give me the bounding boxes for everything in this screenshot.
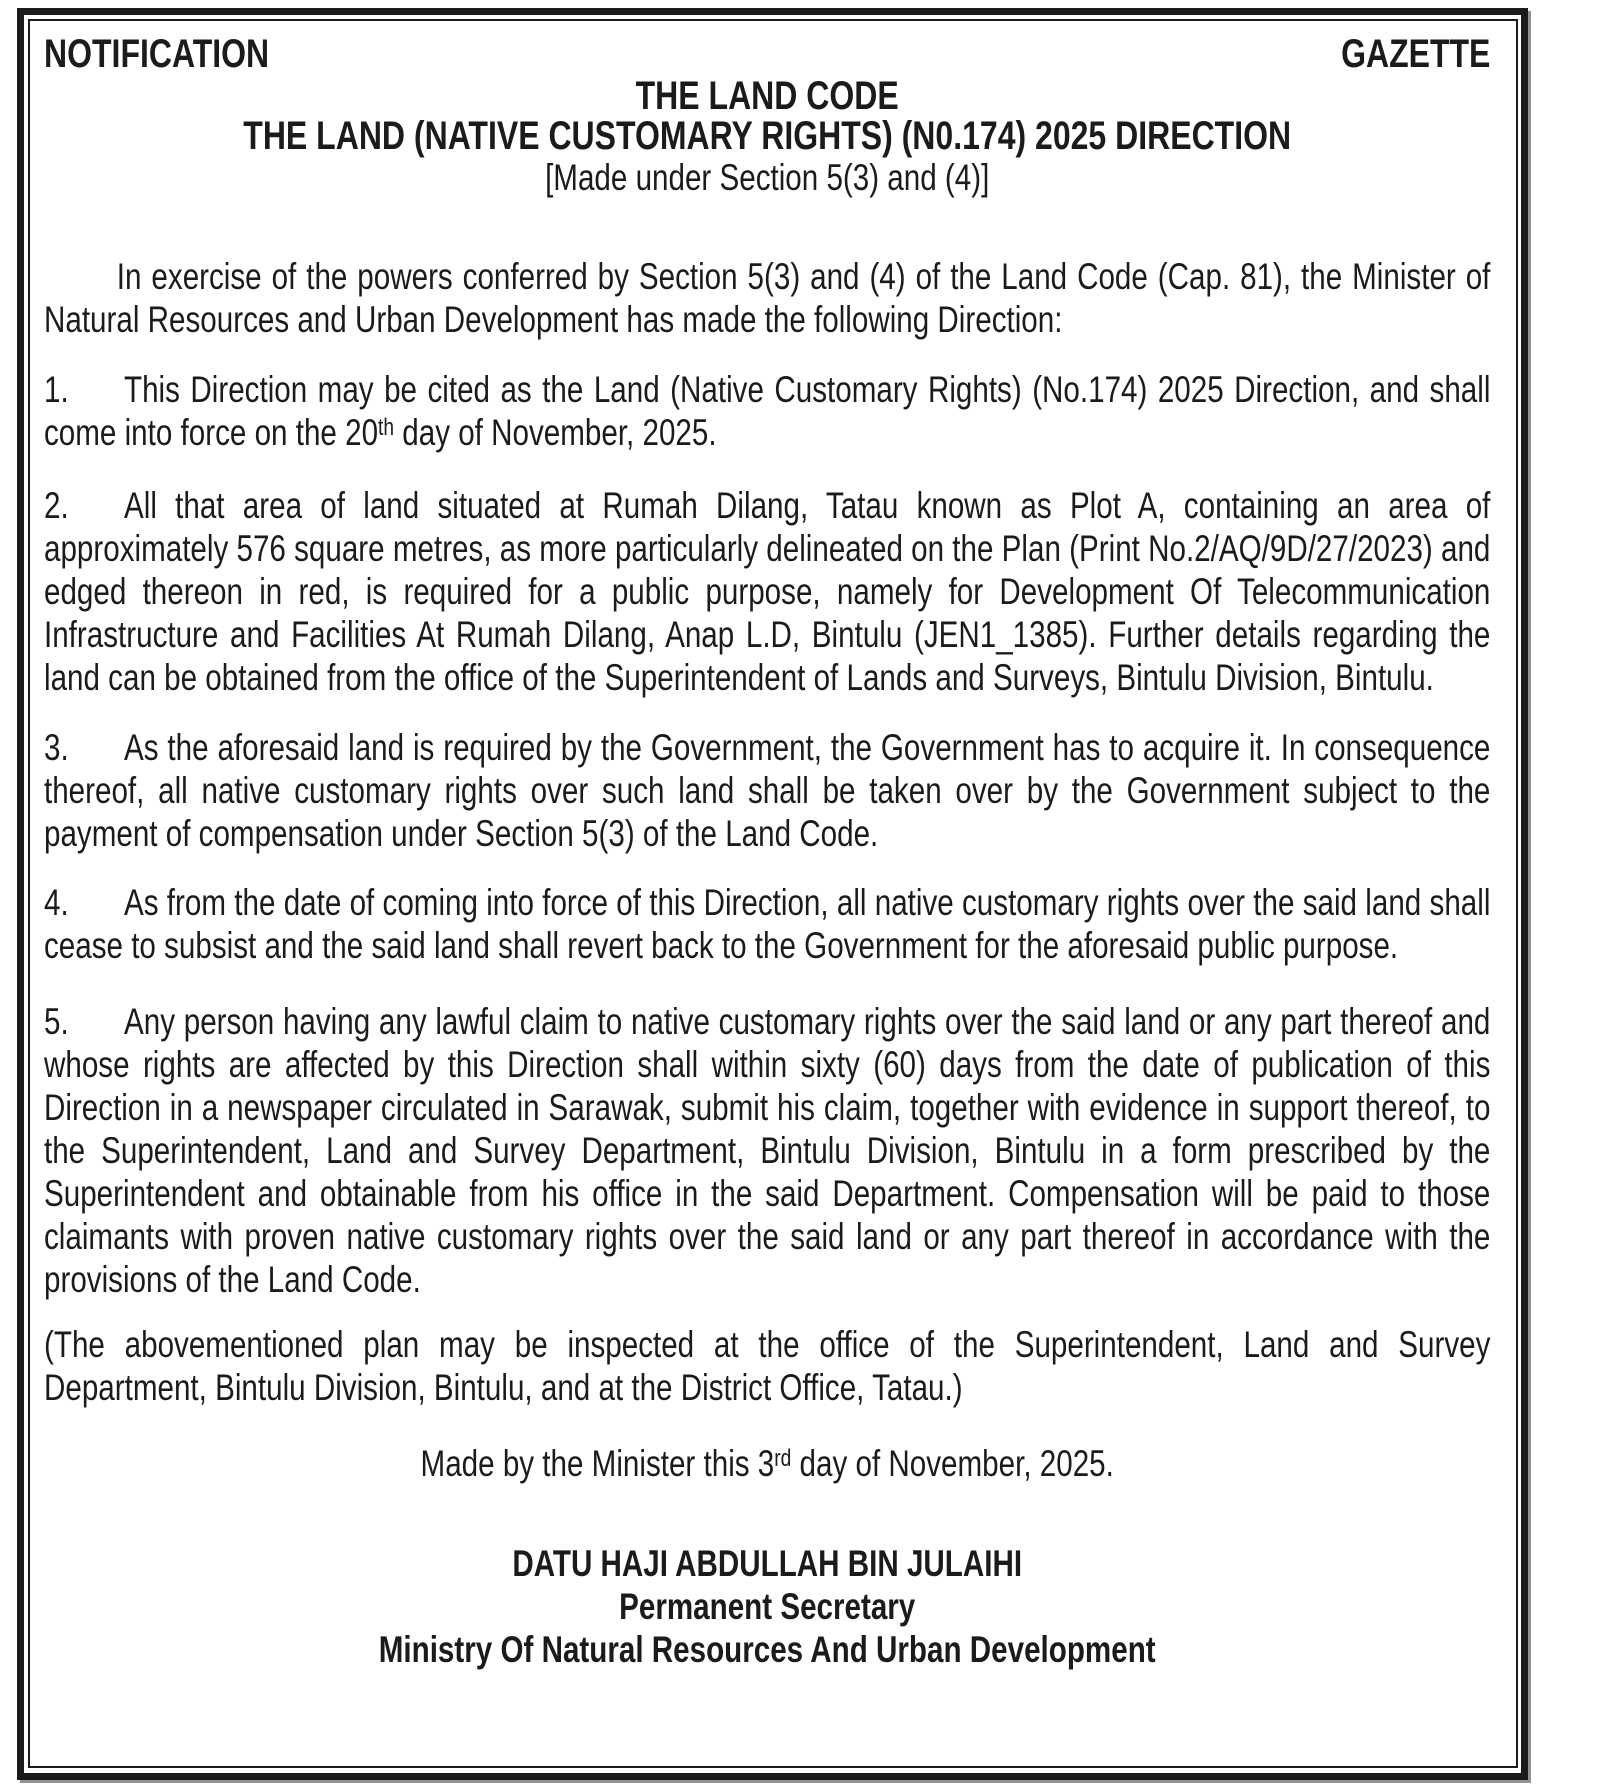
signatory-name: DATU HAJI ABDULLAH BIN JULAIHI [512, 1543, 1023, 1584]
clause-text: As the aforesaid land is required by the Government, the Government has to acquire it. In consequence thereof, all native customary rights over such land shall be taken over by the Government subject to the payment of compensation under Section 5(3) of the Land Code. [44, 727, 1491, 854]
clause-paragraph [44, 881, 1490, 967]
clause-number: 1. [44, 369, 69, 410]
document-title: THE LAND CODE [635, 74, 899, 118]
made-by-text-end: day of November, 2025. [791, 1443, 1114, 1484]
signature-block [44, 1542, 1490, 1671]
clause-number: 5. [44, 1001, 69, 1042]
page-header [44, 33, 1490, 76]
made-by-line [44, 1442, 1490, 1485]
made-under-note: [Made under Section 5(3) and (4)] [545, 157, 990, 198]
document-subtitle: THE LAND (NATIVE CUSTOMARY RIGHTS) (N0.174) 2025 DIRECTION [243, 114, 1292, 158]
clause-number: 3. [44, 727, 69, 768]
intro-paragraph: In exercise of the powers conferred by Section 5(3) and (4) of the Land Code (Cap. 81), the Minister of Natural Resources and Urban Development has made the following Direction: [44, 256, 1491, 340]
notification-label: NOTIFICATION [44, 32, 270, 76]
gazette-label: GAZETTE [1341, 32, 1491, 76]
ordinal-superscript: rd [774, 1445, 792, 1472]
clause-number: 4. [44, 882, 69, 923]
signatory-title: Permanent Secretary [619, 1586, 916, 1627]
clause-paragraph [44, 726, 1490, 855]
clause-paragraph [44, 484, 1490, 699]
clause-text: Any person having any lawful claim to native customary rights over the said land or any part thereof and whose rights are affected by this Direction shall within sixty (60) days from the date of publication of this Direction in a newspaper circulated in Sarawak, submit his claim, together with evidence in support thereof, to the Superintendent, Land and Survey Department, Bintulu Division, Bintulu in a form prescribed by the Superintendent and obtainable from his office in the said Department. Compensation will be paid to those claimants with proven native customary rights over the said land or any part thereof in accordance with the provisions of the Land Code. [44, 1001, 1491, 1300]
ordinal-superscript: th [378, 414, 395, 441]
plan-inspection-note: (The abovementioned plan may be inspected at the office of the Superintendent, Land and Survey Department, Bintulu Division, Bintulu, and at the District Office, Tatau.) [44, 1324, 1491, 1408]
title-block [44, 76, 1490, 199]
clause-paragraph [44, 368, 1490, 454]
clause-paragraph [44, 1000, 1490, 1301]
document-content [44, 33, 1490, 1671]
made-by-text-start: Made by the Minister this 3 [420, 1443, 775, 1484]
clause-number: 2. [44, 485, 69, 526]
clause-text: This Direction may be cited as the Land (Native Customary Rights) (No.174) 2025 Direction, and shall come into force on the 20th day of November, 2025. [44, 369, 1491, 453]
signatory-ministry: Ministry Of Natural Resources And Urban Development [378, 1629, 1156, 1670]
clause-text: All that area of land situated at Rumah Dilang, Tatau known as Plot A, containing an area of approximately 576 square metres, as more particularly delineated on the Plan (Print No.2/AQ/9D/27/2023) and edged thereon in red, is required for a public purpose, namely for Development Of Telecommunication Infrastructure and Facilities At Rumah Dilang, Anap L.D, Bintulu (JEN1_1385). Further details regarding the land can be obtained from the office of the Superintendent of Lands and Surveys, Bintulu Division, Bintulu. [44, 485, 1491, 698]
clause-text: As from the date of coming into force of this Direction, all native customary rights over the said land shall cease to subsist and the said land shall revert back to the Government for the aforesaid public purpose. [44, 882, 1491, 966]
clauses-list [44, 368, 1490, 1301]
